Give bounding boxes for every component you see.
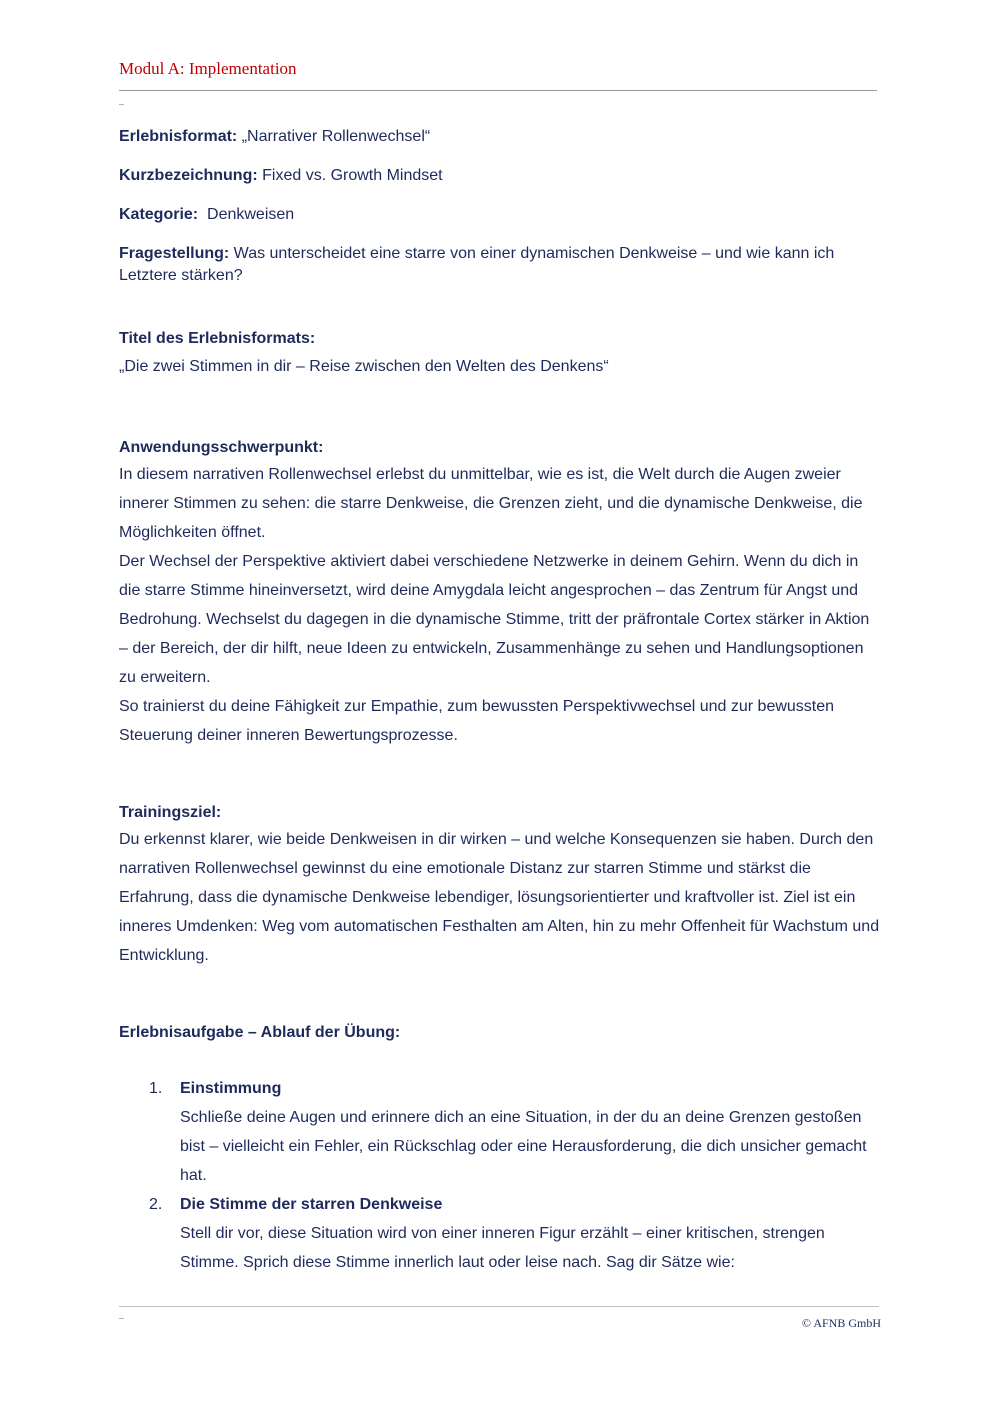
field-kurzbezeichnung xyxy=(119,165,881,187)
trainingsziel-text xyxy=(119,825,881,970)
list-item xyxy=(119,1074,881,1190)
step-number: 2. xyxy=(149,1196,163,1213)
field-kategorie xyxy=(119,204,881,226)
section-heading-trainingsziel: Trainingsziel: xyxy=(119,804,222,821)
step-text: Schließe deine Augen und erinnere dich an eine Situation, in der du an deine Grenzen gestoßen bist – vielleicht ein Fehler, ein Rückschlag oder eine Herausforderung, die dich unsicher gemacht hat. xyxy=(180,1109,867,1184)
step-text: Stell dir vor, diese Situation wird von einer inneren Figur erzählt – einer kritischen, strengen Stimme. Sprich diese Stimme innerlich laut oder leise nach. Sag dir Sätze wie: xyxy=(180,1225,825,1271)
field-value: „Narrativer Rollenwechsel“ xyxy=(237,128,431,145)
paragraph: So trainierst du deine Fähigkeit zur Empathie, zum bewussten Perspektivwechsel und zur bewussten Steuerung deiner inneren Bewertungsprozesse. xyxy=(119,698,835,744)
page-header-title: Modul A: Implementation xyxy=(119,59,297,78)
header-dash-mark: _ xyxy=(119,95,124,106)
list-item xyxy=(119,1190,881,1277)
field-fragestellung xyxy=(119,243,881,287)
field-value: Fixed vs. Growth Mindset xyxy=(257,167,443,184)
step-number: 1. xyxy=(149,1080,163,1097)
header-divider xyxy=(119,90,877,91)
document-body xyxy=(119,126,881,1277)
field-erlebnisformat xyxy=(119,126,881,148)
format-title-value: „Die zwei Stimmen in dir – Reise zwischen den Welten des Denkens“ xyxy=(119,358,609,375)
field-value: Denkweisen xyxy=(198,206,295,223)
footer-divider xyxy=(119,1306,879,1307)
field-value: Was unterscheidet eine starre von einer dynamischen Denkweise – und wie kann ich Letztere stärken? xyxy=(119,245,835,284)
paragraph: Der Wechsel der Perspektive aktiviert dabei verschiedene Netzwerke in deinem Gehirn. Wenn du dich in die starre Stimme hineinversetzt, wird deine Amygdala leicht angesprochen – das Zentrum für Angst und Bedrohung. Wechselst du dagegen in die dynamische Stimme, tritt der präfrontale Cortex stärker in Aktion – der Bereich, der dir hilft, neue Ideen zu entwickeln, Zusammenhänge zu sehen und Handlungsoptionen zu erweitern. xyxy=(119,553,870,686)
field-label: Kurzbezeichnung: xyxy=(119,167,258,184)
step-title: Die Stimme der starren Denkweise xyxy=(180,1196,443,1213)
footer-copyright: © AFNB GmbH xyxy=(801,1316,881,1330)
footer-dash-mark: _ xyxy=(119,1309,124,1320)
field-label: Erlebnisformat: xyxy=(119,128,238,145)
anwendung-text xyxy=(119,460,881,750)
steps-list xyxy=(119,1074,881,1277)
paragraph: Du erkennst klarer, wie beide Denkweisen in dir wirken – und welche Konsequenzen sie haben. Durch den narrativen Rollenwechsel gewinnst du eine emotionale Distanz zur starren Stimme und stärkst die Erfahrung, dass die dynamische Denkweise lebendiger, lösungsorientierter und kraftvoller ist. Ziel ist ein inneres Umdenken: Weg vom automatischen Festhalten am Alten, hin zu mehr Offenheit für Wachstum und Entwicklung. xyxy=(119,831,880,964)
section-heading-titel: Titel des Erlebnisformats: xyxy=(119,330,316,347)
section-heading-anwendung: Anwendungsschwerpunkt: xyxy=(119,439,324,456)
field-label: Fragestellung: xyxy=(119,245,230,262)
section-heading-aufgabe: Erlebnisaufgabe – Ablauf der Übung: xyxy=(119,1024,401,1041)
field-label: Kategorie: xyxy=(119,206,199,223)
paragraph: In diesem narrativen Rollenwechsel erlebst du unmittelbar, wie es ist, die Welt durch die Augen zweier innerer Stimmen zu sehen: die starre Denkweise, die Grenzen zieht, und die dynamische Denkweise, die Möglichkeiten öffnet. xyxy=(119,466,863,541)
step-title: Einstimmung xyxy=(180,1080,282,1097)
